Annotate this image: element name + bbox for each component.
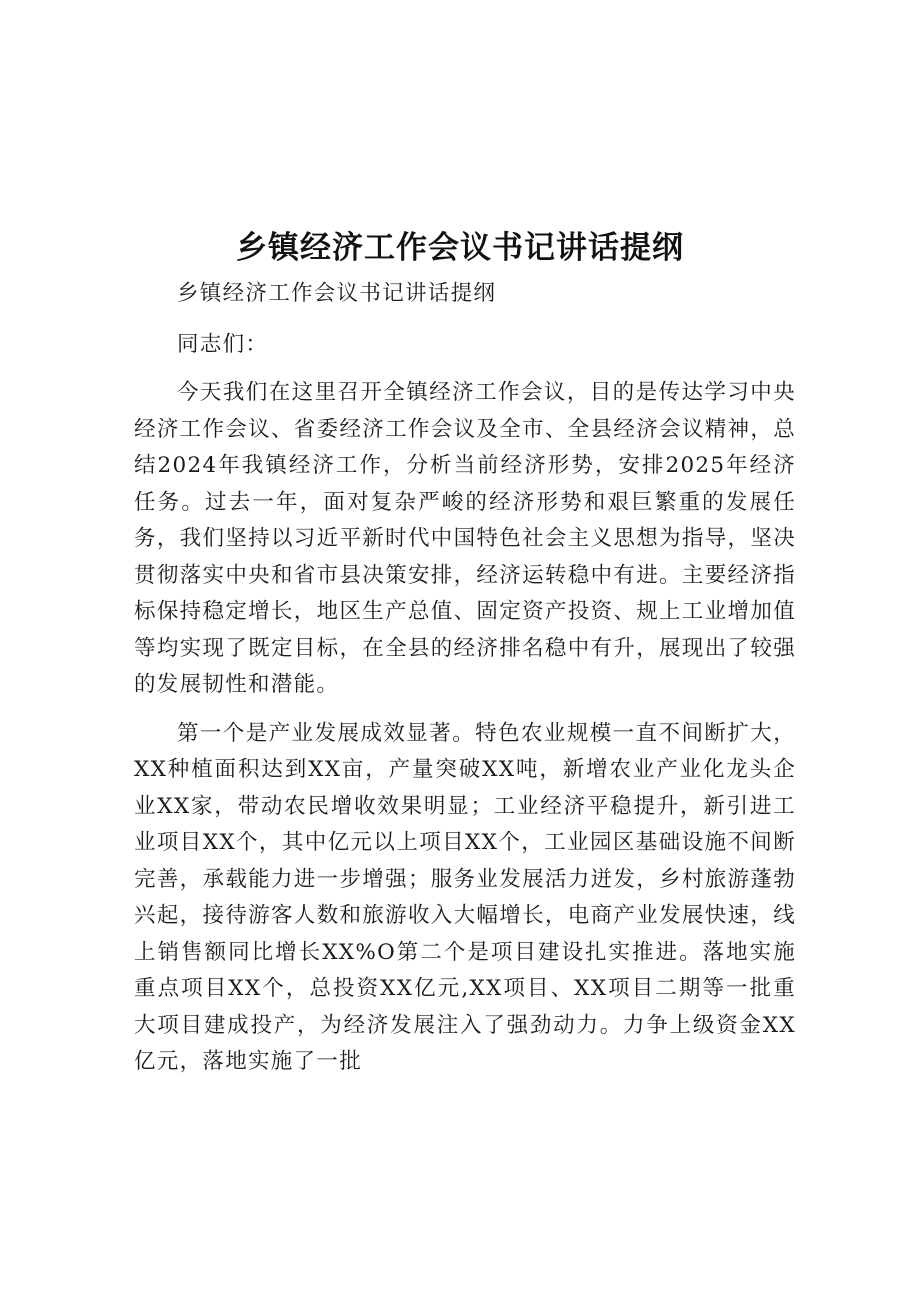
paragraph-industry: 第一个是产业发展成效显著。特色农业规模一直不间断扩大，XX种植面积达到XX亩，产量突破XX吨，新增农业产业化龙头企业XX家，带动农民增收效果明显；工业经济平稳提升，新引进工业项目XX个，其中亿元以上项目XX个，工业园区基础设施不间断完善，承载能力进一步增强；服务业发展活力迸发，乡村旅游蓬勃兴起，接待游客人数和旅游收入大幅增长，电商产业发展快速，线上销售额同比增长XX%O第二个是项目建设扎实推进。落地实施重点项目XX个，总投资XX亿元,XX项目、XX项目二期等一批重大项目建成投产，为经济发展注入了强劲动力。力争上级资金XX亿元，落地实施了一批 [134, 720, 796, 1074]
paragraph-intro: 今天我们在这里召开全镇经济工作会议，目的是传达学习中央经济工作会议、省委经济工作会议及全市、全县经济会议精神，总结2024年我镇经济工作，分析当前经济形势，安排2025年经济任务。过去一年，面对复杂严峻的经济形势和艰巨繁重的发展任务，我们坚持以习近平新时代中国特色社会主义思想为指导，坚决贯彻落实中央和省市县决策安排，经济运转稳中有进。主要经济指标保持稳定增长，地区生产总值、固定资产投资、规上工业增加值等均实现了既定目标，在全县的经济排名稳中有升，展现出了较强的发展韧性和潜能。 [134, 380, 796, 697]
salutation: 同志们： [177, 331, 269, 357]
document-subtitle: 乡镇经济工作会议书记讲话提纲 [177, 281, 497, 306]
document-title: 乡镇经济工作会议书记讲话提纲 [236, 230, 684, 266]
document-body [134, 276, 796, 1093]
